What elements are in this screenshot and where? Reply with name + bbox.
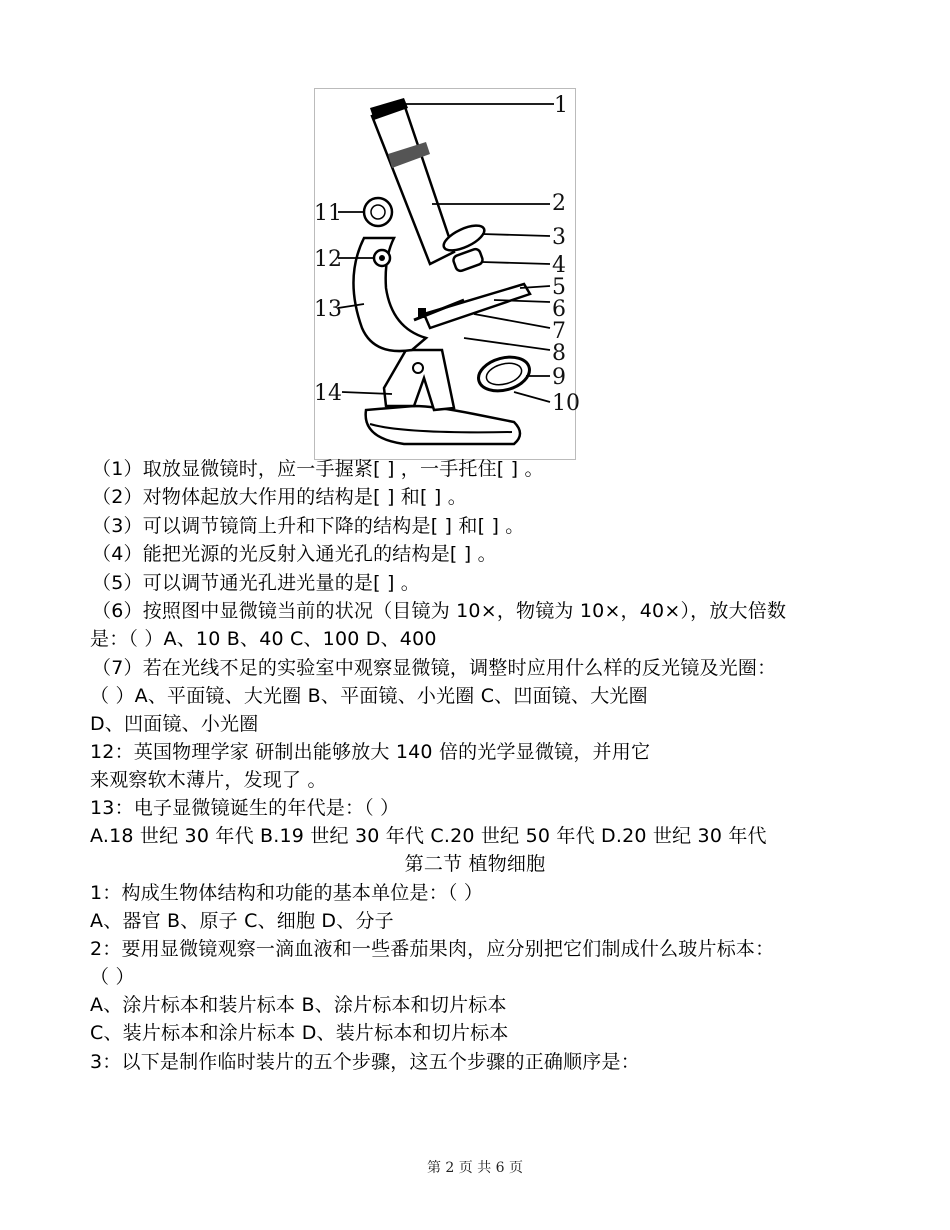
question-6-options: 是：（ ）A、10 B、40 C、100 D、400 [90,628,437,650]
label-8: 8 [552,341,566,366]
label-9: 9 [552,365,566,390]
question-4-line: （4）能把光源的光反射入通光孔的结构是[ ] 。 [92,543,497,565]
label-5: 5 [552,275,566,300]
label-4: 4 [552,253,566,278]
question-7-options-b: D、凹面镜、小光圈 [90,713,259,735]
label-14: 14 [314,381,342,406]
section2-question-2-blank: （ ） [90,966,135,988]
microscope-figure [314,88,580,460]
nosepiece [440,221,487,256]
section2-question-3: 3：以下是制作临时装片的五个步骤，这五个步骤的正确顺序是： [90,1051,640,1073]
section2-question-1: 1：构成生物体结构和功能的基本单位是：（ ） [90,882,484,904]
mirror [475,352,534,396]
section2-question-1-options: A、器官 B、原子 C、细胞 D、分子 [90,910,394,932]
coarse-knob [364,198,392,226]
label-1: 1 [554,93,568,118]
microscope-diagram [314,88,580,460]
label-11: 11 [314,201,342,226]
base-shape [366,406,520,444]
question-5-line: （5）可以调节通光孔进光量的是[ ] 。 [92,572,420,594]
objective-lens [452,248,484,273]
section2-question-2-options-cd: C、装片标本和涂片标本 D、装片标本和切片标本 [90,1022,509,1044]
question-6-line: （6）按照图中显微镜当前的状况（目镜为 10×，物镜为 10×，40×），放大倍数 [92,600,787,622]
question-7-options-a: （ ）A、平面镜、大光圈 B、平面镜、小光圈 C、凹面镜、大光圈 [90,685,648,707]
label-13: 13 [314,297,342,322]
page-footer: 第 2 页 共 6 页 [426,1160,524,1176]
question-2-line: （2）对物体起放大作用的结构是[ ] 和[ ] 。 [92,486,467,508]
section2-question-2: 2：要用显微镜观察一滴血液和一些番茄果肉，应分别把它们制成什么玻片标本： [90,938,775,960]
label-10: 10 [552,391,580,416]
label-3: 3 [552,225,566,250]
pillar-shape [384,350,454,410]
question-12-line-2: 来观察软木薄片，发现了 。 [90,769,327,791]
label-2: 2 [552,191,566,216]
question-13-line: 13：电子显微镜诞生的年代是：（ ） [90,797,400,819]
question-1-line: （1）取放显微镜时，应一手握紧[ ] ，一手托住[ ] 。 [92,458,544,480]
label-6: 6 [552,297,566,322]
section-heading: 第二节 植物细胞 [404,853,546,875]
question-12-line: 12：英国物理学家 研制出能够放大 140 倍的光学显微镜，并用它 [90,741,651,763]
section2-question-2-options-ab: A、涂片标本和装片标本 B、涂片标本和切片标本 [90,994,507,1016]
question-3-line: （3）可以调节镜筒上升和下降的结构是[ ] 和[ ] 。 [92,515,525,537]
label-12: 12 [314,247,342,272]
label-7: 7 [552,319,566,344]
question-7-line: （7）若在光线不足的实验室中观察显微镜，调整时应用什么样的反光镜及光圈： [92,657,777,679]
question-13-options: A.18 世纪 30 年代 B.19 世纪 30 年代 C.20 世纪 50 年代 D.20 世纪 30 年代 [90,825,767,847]
